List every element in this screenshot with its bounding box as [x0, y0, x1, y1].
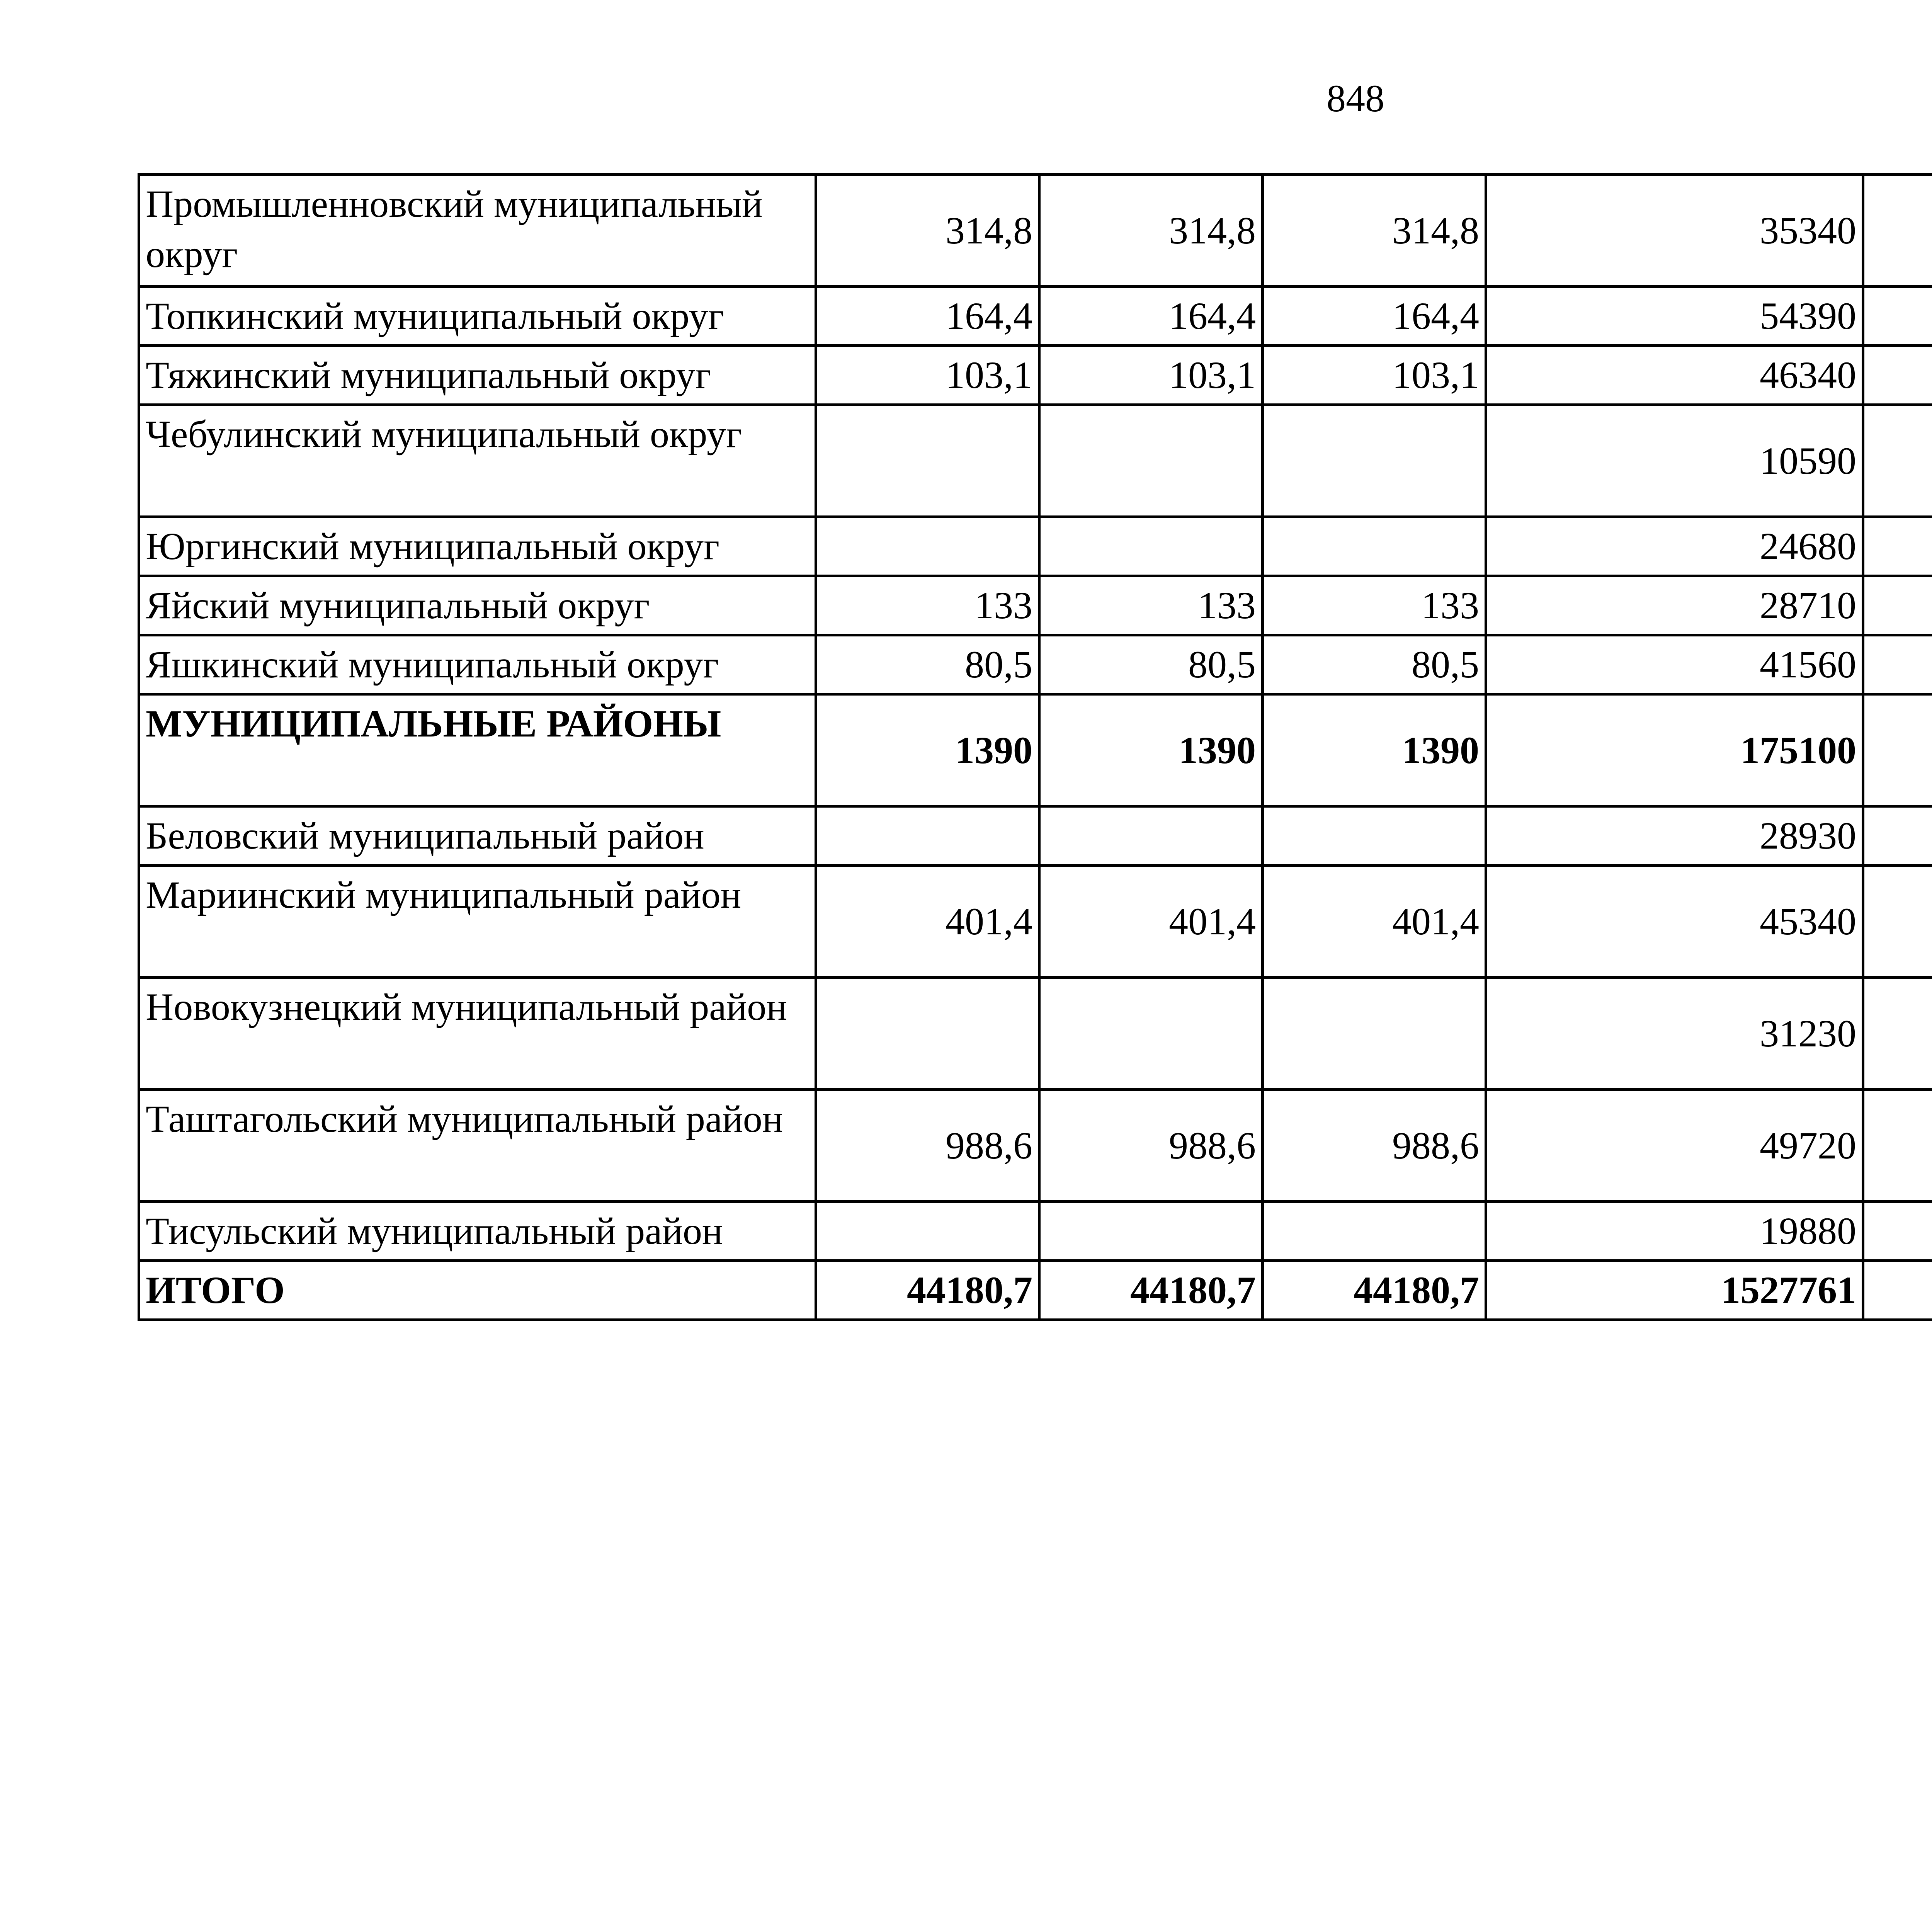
row-name: Беловский муниципальный район: [139, 806, 816, 866]
value-cell: 54390: [1486, 287, 1863, 346]
table-row: [139, 287, 1932, 346]
value-cell: 44180,7: [1039, 1261, 1263, 1320]
value-cell: [1039, 517, 1263, 576]
row-name: Чебулинский муниципальный округ: [139, 405, 816, 517]
value-cell: [1263, 517, 1486, 576]
value-cell: 1390: [1039, 694, 1263, 806]
row-name: Промышленновский муниципальный округ: [139, 175, 816, 287]
value-cell: 10590: [1486, 405, 1863, 517]
value-cell: 401,4: [816, 866, 1039, 978]
value-cell: 44180,7: [1263, 1261, 1486, 1320]
value-cell: 44180,7: [816, 1261, 1039, 1320]
value-cell: [1863, 866, 1932, 978]
value-cell: 41560: [1486, 635, 1863, 694]
value-cell: [1863, 1090, 1932, 1202]
row-name: Юргинский муниципальный округ: [139, 517, 816, 576]
value-cell: 988,6: [1263, 1090, 1486, 1202]
value-cell: [816, 405, 1039, 517]
value-cell: 1390: [816, 694, 1039, 806]
value-cell: [1863, 346, 1932, 405]
value-cell: [1863, 287, 1932, 346]
value-cell: 35340: [1486, 175, 1863, 287]
value-cell: [1863, 694, 1932, 806]
value-cell: 1390: [1263, 694, 1486, 806]
value-cell: [1263, 1202, 1486, 1261]
value-cell: 31230: [1486, 978, 1863, 1090]
value-cell: 164,4: [816, 287, 1039, 346]
value-cell: 46340: [1486, 346, 1863, 405]
value-cell: [816, 978, 1039, 1090]
value-cell: 988,6: [816, 1090, 1039, 1202]
value-cell: 103,1: [1263, 346, 1486, 405]
value-cell: 133: [816, 576, 1039, 635]
value-cell: 103,1: [1039, 346, 1263, 405]
table-row: [139, 635, 1932, 694]
value-cell: 103,1: [816, 346, 1039, 405]
value-cell: 401,4: [1039, 866, 1263, 978]
table-row: [139, 978, 1932, 1090]
value-cell: 28930: [1486, 806, 1863, 866]
value-cell: [1863, 635, 1932, 694]
table-row: [139, 1090, 1932, 1202]
value-cell: 80,5: [1263, 635, 1486, 694]
value-cell: [816, 517, 1039, 576]
row-name: Яйский муниципальный округ: [139, 576, 816, 635]
value-cell: 401,4: [1263, 866, 1486, 978]
value-cell: 19880: [1486, 1202, 1863, 1261]
table-row: [139, 866, 1932, 978]
value-cell: 80,5: [1039, 635, 1263, 694]
value-cell: [1863, 806, 1932, 866]
value-cell: [816, 806, 1039, 866]
row-name: Таштагольский муниципальный район: [139, 1090, 816, 1202]
value-cell: [1039, 806, 1263, 866]
value-cell: 314,8: [816, 175, 1039, 287]
value-cell: 164,4: [1039, 287, 1263, 346]
value-cell: 314,8: [1263, 175, 1486, 287]
value-cell: 80,5: [816, 635, 1039, 694]
table-row: [139, 175, 1932, 287]
table-row: [139, 1202, 1932, 1261]
section-total-row: [139, 694, 1932, 806]
value-cell: 49720: [1486, 1090, 1863, 1202]
value-cell: [1863, 978, 1932, 1090]
row-name: Новокузнецкий муниципальный район: [139, 978, 816, 1090]
value-cell: 133: [1039, 576, 1263, 635]
page-number: 848: [1327, 77, 1384, 120]
table-row: [139, 517, 1932, 576]
value-cell: [1263, 806, 1486, 866]
value-cell: 45340: [1486, 866, 1863, 978]
value-cell: [1039, 978, 1263, 1090]
value-cell: 28710: [1486, 576, 1863, 635]
table-row: [139, 806, 1932, 866]
value-cell: [1863, 1202, 1932, 1261]
value-cell: 164,4: [1263, 287, 1486, 346]
value-cell: 24680: [1486, 517, 1863, 576]
value-cell: 314,8: [1039, 175, 1263, 287]
table-row: [139, 576, 1932, 635]
value-cell: 988,6: [1039, 1090, 1263, 1202]
value-cell: 175100: [1486, 694, 1863, 806]
table-row: [139, 405, 1932, 517]
value-cell: [1039, 1202, 1263, 1261]
grand-total-label: ИТОГО: [139, 1261, 816, 1320]
section-heading: МУНИЦИПАЛЬНЫЕ РАЙОНЫ: [139, 694, 816, 806]
value-cell: [1863, 517, 1932, 576]
row-name: Мариинский муниципальный район: [139, 866, 816, 978]
value-cell: [1263, 978, 1486, 1090]
row-name: Тисульский муниципальный район: [139, 1202, 816, 1261]
value-cell: [1863, 1261, 1932, 1320]
row-name: Топкинский муниципальный округ: [139, 287, 816, 346]
value-cell: [816, 1202, 1039, 1261]
value-cell: [1039, 405, 1263, 517]
value-cell: [1263, 405, 1486, 517]
table-row: [139, 346, 1932, 405]
value-cell: [1863, 405, 1932, 517]
grand-total-row: [139, 1261, 1932, 1320]
data-table: [138, 173, 1932, 1321]
value-cell: 133: [1263, 576, 1486, 635]
value-cell: [1863, 175, 1932, 287]
row-name: Яшкинский муниципальный округ: [139, 635, 816, 694]
value-cell: [1863, 576, 1932, 635]
value-cell: 1527761: [1486, 1261, 1863, 1320]
row-name: Тяжинский муниципальный округ: [139, 346, 816, 405]
